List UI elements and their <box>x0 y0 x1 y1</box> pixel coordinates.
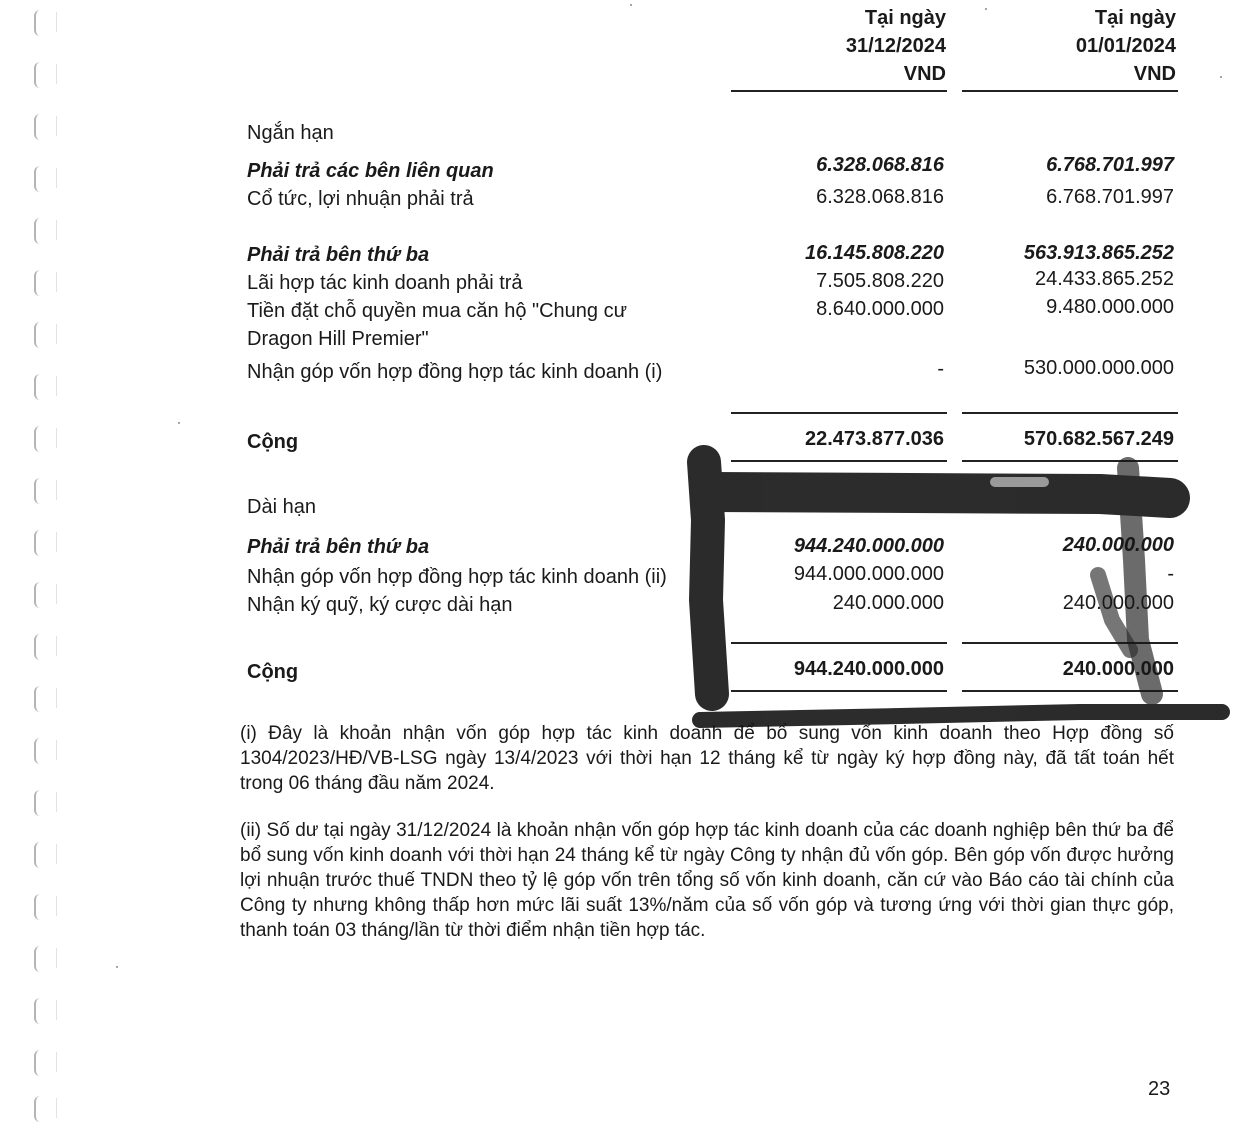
row-label: Cổ tức, lợi nhuận phải trả <box>247 188 474 210</box>
row-value: - <box>937 358 944 380</box>
header-currency: VND <box>903 63 946 85</box>
note-ii: (ii) Số dư tại ngày 31/12/2024 là khoản nhận vốn góp hợp tác kinh doanh của các doanh nghiệp bên thứ ba để bổ sung vốn kinh doanh với thời hạn 24 tháng kể từ ngày Công ty nhận đủ vốn góp. Bên góp vốn được hưởng lợi nhuận trước thuế TNDN theo tỷ lệ góp vốn trên tổng số vốn kinh doanh, căn cứ vào Báo cáo tài chính của Công ty nhưng không thấp hơn mức lãi suất 13%/năm của số vốn góp và tương ứng với thời gian thực góp, thanh toán 03 tháng/lần từ thời điểm nhận tiền hợp tác. <box>240 820 1174 941</box>
header-label: Tại ngày <box>1094 7 1176 29</box>
header-label: Tại ngày <box>864 7 946 29</box>
row-value: 6.328.068.816 <box>816 186 944 208</box>
page-number: 23 <box>1148 1078 1171 1100</box>
row-label: Nhận ký quỹ, ký cược dài hạn <box>247 594 513 616</box>
row-value: 944.000.000.000 <box>793 563 944 585</box>
total-value: 570.682.567.249 <box>1023 428 1174 450</box>
row-label: Nhận góp vốn hợp đồng hợp tác kinh doanh (i) <box>247 361 663 383</box>
total-rule <box>962 690 1178 692</box>
header-date: 01/01/2024 <box>1075 35 1176 57</box>
row-value: 944.240.000.000 <box>793 535 944 557</box>
subtotal-rule <box>731 642 947 644</box>
row-value: 6.768.701.997 <box>1046 186 1174 208</box>
note-i: (i) Đây là khoản nhận vốn góp hợp tác kinh doanh để bổ sung vốn kinh doanh theo Hợp đồng số 1304/2023/HĐ/VB-LSG ngày 13/4/2023 với thời hạn 12 tháng kể từ ngày ký hợp đồng này, đã tất toán hết trong 06 tháng đầu năm 2024. <box>240 723 1174 794</box>
total-value: 22.473.877.036 <box>804 428 944 450</box>
row-value: 6.328.068.816 <box>816 154 944 176</box>
row-label-continued: Dragon Hill Premier" <box>247 328 429 350</box>
column-header-2024 <box>700 4 946 88</box>
row-value: 6.768.701.997 <box>1046 154 1174 176</box>
subtotal-rule <box>962 412 1178 414</box>
total-label: Cộng <box>247 661 299 683</box>
subtotal-rule <box>962 642 1178 644</box>
header-date: 31/12/2024 <box>845 35 946 57</box>
row-label: Lãi hợp tác kinh doanh phải trả <box>247 272 523 294</box>
total-rule <box>962 460 1178 462</box>
binding-marks <box>28 0 68 1122</box>
total-label: Cộng <box>247 431 299 453</box>
total-rule <box>731 460 947 462</box>
row-value: 16.145.808.220 <box>804 242 944 264</box>
header-currency: VND <box>1133 63 1176 85</box>
row-value: - <box>1167 563 1174 585</box>
row-value: 563.913.865.252 <box>1023 242 1174 264</box>
section-title-long-term: Dài hạn <box>247 496 316 518</box>
header-rule <box>962 90 1178 92</box>
column-header-2023 <box>930 4 1176 88</box>
row-value: 24.433.865.252 <box>1034 268 1174 290</box>
row-value: 9.480.000.000 <box>1046 296 1174 318</box>
row-value: 240.000.000 <box>832 592 944 614</box>
total-value: 944.240.000.000 <box>793 658 944 680</box>
section-title-short-term: Ngắn hạn <box>247 122 334 144</box>
row-value: 7.505.808.220 <box>816 270 944 292</box>
row-label: Phải trả các bên liên quan <box>247 160 494 182</box>
row-value: 240.000.000 <box>1062 534 1174 556</box>
subtotal-rule <box>731 412 947 414</box>
row-value: 240.000.000 <box>1062 592 1174 614</box>
total-value: 240.000.000 <box>1062 658 1174 680</box>
row-label: Nhận góp vốn hợp đồng hợp tác kinh doanh (ii) <box>247 566 667 588</box>
header-rule <box>731 90 947 92</box>
row-label: Phải trả bên thứ ba <box>247 536 430 558</box>
total-rule <box>731 690 947 692</box>
row-label: Tiền đặt chỗ quyền mua căn hộ "Chung cư <box>247 300 627 322</box>
row-value: 8.640.000.000 <box>816 298 944 320</box>
row-label: Phải trả bên thứ ba <box>247 244 430 266</box>
row-value: 530.000.000.000 <box>1023 357 1174 379</box>
